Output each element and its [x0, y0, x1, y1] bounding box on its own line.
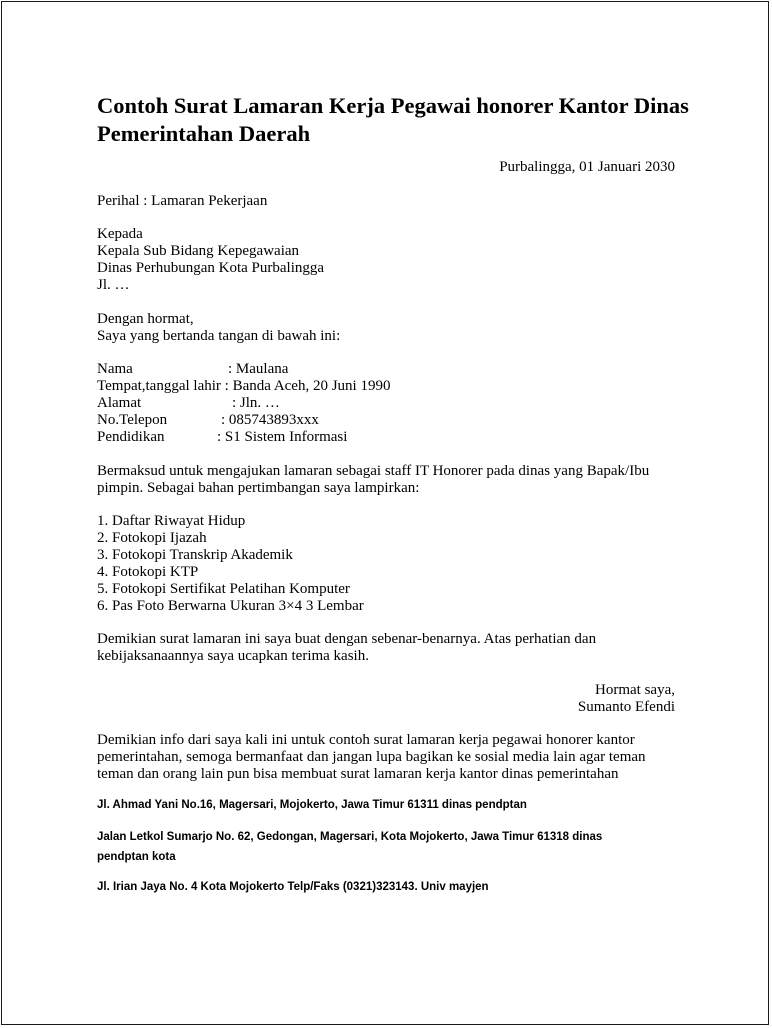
personal-label: Nama: [97, 361, 133, 377]
personal-row: [97, 412, 319, 429]
address-line: Jalan Letkol Sumarjo No. 62, Gedongan, Magersari, Kota Mojokerto, Jawa Timur 61318 dinas: [97, 831, 603, 843]
body-paragraph-line: Bermaksud untuk mengajukan lamaran sebagai staff IT Honorer pada dinas yang Bapak/Ibu: [97, 463, 650, 479]
personal-value: : Maulana: [228, 361, 289, 377]
letter-page: [1, 1, 769, 1025]
attachment-item: 4. Fotokopi KTP: [97, 564, 199, 580]
intro: Saya yang bertanda tangan di bawah ini:: [97, 328, 341, 344]
attachment-item: 2. Fotokopi Ijazah: [97, 530, 207, 546]
personal-row: [97, 429, 347, 446]
place-date: Purbalingga, 01 Januari 2030: [499, 159, 675, 175]
personal-value: : 085743893xxx: [221, 412, 319, 428]
body-paragraph-line: pimpin. Sebagai bahan pertimbangan saya lampirkan:: [97, 480, 420, 496]
attachment-item: 5. Fotokopi Sertifikat Pelatihan Komputer: [97, 581, 350, 597]
personal-value: : Banda Aceh, 20 Juni 1990: [224, 378, 391, 394]
personal-value: : S1 Sistem Informasi: [217, 429, 348, 445]
attachment-item: 1. Daftar Riwayat Hidup: [97, 513, 246, 529]
personal-label: Tempat,tanggal lahir: [97, 378, 221, 394]
address-line: pendptan kota: [97, 851, 176, 863]
address-line: Jl. Irian Jaya No. 4 Kota Mojokerto Telp/Faks (0321)323143. Univ mayjen: [97, 881, 489, 893]
footer-paragraph-line: teman dan orang lain pun bisa membuat surat lamaran kerja kantor dinas pemerintahan: [97, 766, 619, 782]
attachment-item: 6. Pas Foto Berwarna Ukuran 3×4 3 Lembar: [97, 598, 364, 614]
personal-label: Alamat: [97, 395, 142, 411]
recipient-kepada: Kepada: [97, 226, 143, 242]
closing-line: Demikian surat lamaran ini saya buat dengan sebenar-benarnya. Atas perhatian dan: [97, 631, 597, 647]
signoff: Hormat saya,: [595, 682, 675, 698]
recipient-line-1: Kepala Sub Bidang Kepegawaian: [97, 243, 300, 259]
closing-line: kebijaksanaannya saya ucapkan terima kasih.: [97, 648, 369, 664]
signer-name: Sumanto Efendi: [577, 699, 675, 715]
recipient-line-3: Jl. …: [97, 277, 130, 293]
recipient-line-2: Dinas Perhubungan Kota Purbalingga: [97, 260, 325, 276]
personal-value: : Jln. …: [232, 395, 280, 411]
attachment-item: 3. Fotokopi Transkrip Akademik: [97, 547, 293, 563]
subject-line: Perihal : Lamaran Pekerjaan: [97, 193, 268, 209]
footer-paragraph-line: pemerintahan, semoga bermanfaat dan jangan lupa bagikan ke sosial media lain agar teman: [97, 749, 646, 765]
footer-paragraph-line: Demikian info dari saya kali ini untuk contoh surat lamaran kerja pegawai honorer kantor: [97, 732, 635, 748]
greeting: Dengan hormat,: [97, 311, 194, 327]
document-title: Contoh Surat Lamaran Kerja Pegawai honorer Kantor Dinas Pemerintahan Daerah: [97, 93, 689, 146]
personal-label: No.Telepon: [97, 412, 168, 428]
personal-row: [97, 395, 280, 412]
personal-row: [97, 361, 288, 378]
personal-label: Pendidikan: [97, 429, 165, 445]
address-line: Jl. Ahmad Yani No.16, Magersari, Mojokerto, Jawa Timur 61311 dinas pendptan: [97, 799, 527, 811]
personal-row: [97, 378, 390, 395]
